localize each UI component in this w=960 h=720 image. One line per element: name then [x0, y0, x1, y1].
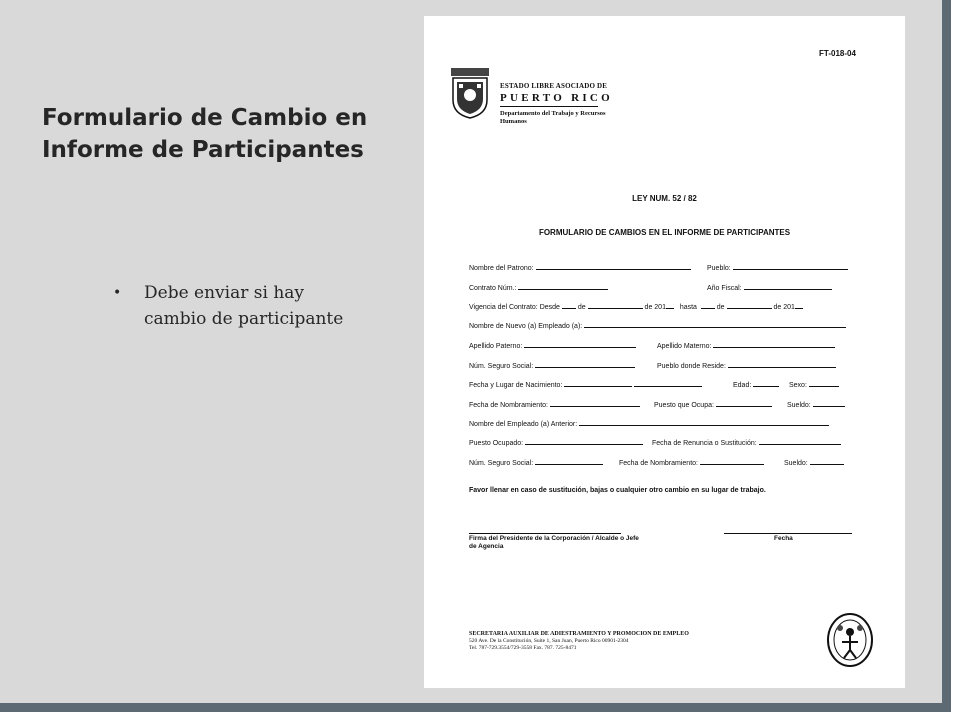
field-empleado-anterior: Nombre del Empleado (a) Anterior: — [469, 419, 829, 428]
form-code: FT-018-04 — [819, 49, 856, 58]
bullet-text: Debe enviar si hay cambio de participante — [144, 283, 344, 329]
field-apellido-paterno: Apellido Paterno: — [469, 341, 636, 350]
agency-line1: ESTADO LIBRE ASOCIADO DE — [500, 82, 608, 90]
footer-office: SECRETARIA AUXILIAR DE ADIESTRAMIENTO Y PROMOCION DE EMPLEO — [469, 631, 689, 637]
field-pueblo: Pueblo: — [707, 263, 848, 272]
field-renuncia: Fecha de Renuncia o Sustitución: — [652, 438, 841, 447]
field-edad: Edad: — [733, 380, 779, 389]
form-title: FORMULARIO DE CAMBIOS EN EL INFORME DE PARTICIPANTES — [538, 228, 791, 237]
signature-line — [469, 533, 621, 534]
footer-phone: Tel. 787-729.3554/729-3558 Fax. 787. 725-8471 — [469, 645, 577, 651]
form-note: Favor llenar en caso de sustitución, bajas o cualquier otro cambio en su lugar de trabajo. — [469, 487, 766, 494]
field-apellido-materno: Apellido Materno: — [657, 341, 835, 350]
field-patrono: Nombre del Patrono: — [469, 263, 691, 272]
field-puesto-ocupado: Puesto Ocupado: — [469, 438, 643, 447]
field-sueldo-2: Sueldo: — [784, 458, 844, 467]
field-seguro-social-2: Núm. Seguro Social: — [469, 458, 603, 467]
field-pueblo-reside: Pueblo donde Reside: — [657, 361, 836, 370]
field-sueldo-1: Sueldo: — [787, 400, 845, 409]
field-seguro-social-1: Núm. Seguro Social: — [469, 361, 635, 370]
agency-divider — [500, 106, 598, 107]
coat-of-arms-icon — [449, 64, 491, 120]
field-nombramiento-2: Fecha de Nombramiento: — [619, 458, 764, 467]
field-nacimiento: Fecha y Lugar de Nacimiento: — [469, 380, 702, 389]
agency-seal-icon — [826, 612, 874, 668]
field-puesto-ocupa: Puesto que Ocupa: — [654, 400, 772, 409]
form-document-image — [424, 16, 905, 688]
law-number: LEY NUM. 52 / 82 — [632, 194, 697, 203]
date-label: Fecha — [774, 535, 793, 542]
department-name: Departamento del Trabajo y Recursos Humanos — [500, 110, 606, 125]
field-nombramiento: Fecha de Nombramiento: — [469, 400, 640, 409]
bullet-dot-icon: • — [113, 285, 122, 301]
field-nuevo-empleado: Nombre de Nuevo (a) Empleado (a): — [469, 321, 846, 330]
slide-title: Formulario de Cambio en Informe de Participantes — [42, 105, 368, 163]
field-sexo: Sexo: — [789, 380, 839, 389]
signature-label: Firma del Presidente de la Corporación / Alcalde o Jefe de Agencia — [469, 535, 639, 550]
field-vigencia: Vigencia del Contrato: Desde de de 201 hasta de de 201 — [469, 302, 803, 311]
field-ano-fiscal: Año Fiscal: — [707, 283, 832, 292]
footer-address: 520 Ave. De la Constitución, Suite 1, San Juan, Puerto Rico 00901-2304 — [469, 638, 629, 644]
agency-name: PUERTO RICO — [500, 92, 614, 104]
bullet-item — [113, 280, 354, 332]
form-footer — [469, 631, 689, 652]
field-contrato: Contrato Núm.: — [469, 283, 608, 292]
date-line — [724, 533, 852, 534]
